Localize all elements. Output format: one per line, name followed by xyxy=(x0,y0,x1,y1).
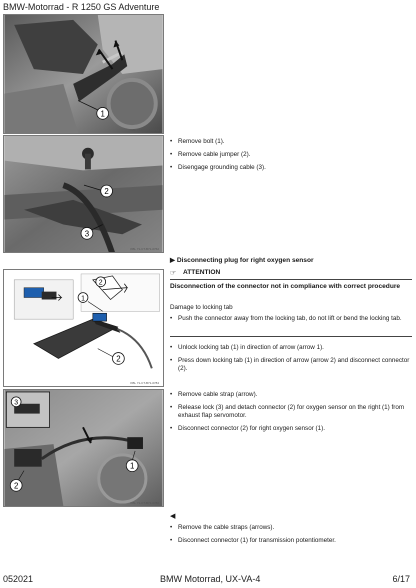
callout-2: 2 xyxy=(13,481,19,491)
arrow-callout-2: 2 xyxy=(98,279,103,287)
document-title: BMW-Motorrad - R 1250 GS Adventure xyxy=(3,2,160,12)
engine-photo-4 xyxy=(4,390,163,506)
figure-oxygen-sensor-connector xyxy=(3,389,164,507)
list-item: • Disengage grounding cable (3). xyxy=(170,164,412,172)
step3-list xyxy=(170,391,412,438)
figure-code: KBL 71-CT-B71-0762 xyxy=(130,247,159,251)
list-item: • Remove cable strap (arrow). xyxy=(170,391,412,399)
footer-publisher: BMW Motorrad, UX-VA-4 xyxy=(160,574,261,584)
callout-3: 3 xyxy=(84,229,90,239)
list-item: • Unlock locking tab (1) in direction of arrow (arrow 1). xyxy=(170,344,412,352)
callout-3: 3 xyxy=(14,399,19,407)
step2-list xyxy=(170,344,412,378)
list-item: • Disconnect connector (2) for right oxygen sensor (1). xyxy=(170,425,412,433)
footer-date: 052021 xyxy=(3,574,34,584)
pointing-hand-icon: ☞ xyxy=(170,270,177,277)
callout-1: 1 xyxy=(100,109,105,119)
attention-header xyxy=(170,269,412,280)
figure-bolt-removal xyxy=(3,14,164,134)
figure-code: KBL 71-CT-B71-0780 xyxy=(130,501,159,505)
attention-subtitle: Damage to locking tab xyxy=(170,304,233,311)
section-heading xyxy=(170,256,314,264)
attention-title: Disconnection of the connector not in compliance with correct procedure xyxy=(170,283,401,290)
list-item: • Push the connector away from the locking tab, do not lift or bend the locking tab. xyxy=(170,315,412,323)
callout-1: 1 xyxy=(129,461,135,471)
callout-2: 2 xyxy=(116,354,121,364)
attention-divider xyxy=(170,336,412,337)
attention-label: ATTENTION xyxy=(183,269,221,276)
list-item: • Remove bolt (1). xyxy=(170,138,412,146)
figure-code: KBL 71-CT-B71-0784 xyxy=(130,381,159,385)
list-item: • Release lock (3) and detach connector (2) for oxygen sensor on the right (1) from exhaust flap servomotor. xyxy=(170,404,412,420)
list-item: • Remove cable jumper (2). xyxy=(170,151,412,159)
callout-1: 1 xyxy=(81,295,85,303)
page-number: 6/17 xyxy=(392,574,410,584)
engine-photo-2 xyxy=(4,136,163,252)
callout-2: 2 xyxy=(104,187,109,196)
step4-list xyxy=(170,524,412,550)
section-title-text: Disconnecting plug for right oxygen sensor xyxy=(176,257,314,264)
attention-list xyxy=(170,315,412,328)
list-item: • Disconnect connector (1) for transmission potentiometer. xyxy=(170,537,412,545)
play-marker-icon: ▶ xyxy=(170,257,176,264)
figure-connector-drawing xyxy=(3,269,164,387)
step1-list xyxy=(170,138,412,177)
figure-code: KBL 71-CT-B71-0701 xyxy=(130,128,159,132)
list-item: • Press down locking tab (1) in direction of arrow (arrow 2) and disconnect connector (2). xyxy=(170,357,412,373)
list-item: • Remove the cable straps (arrows). xyxy=(170,524,412,532)
end-marker-icon: ◀ xyxy=(170,513,176,520)
engine-photo-1 xyxy=(4,15,163,133)
figure-cable-jumper xyxy=(3,135,164,253)
connector-drawing xyxy=(4,270,163,386)
